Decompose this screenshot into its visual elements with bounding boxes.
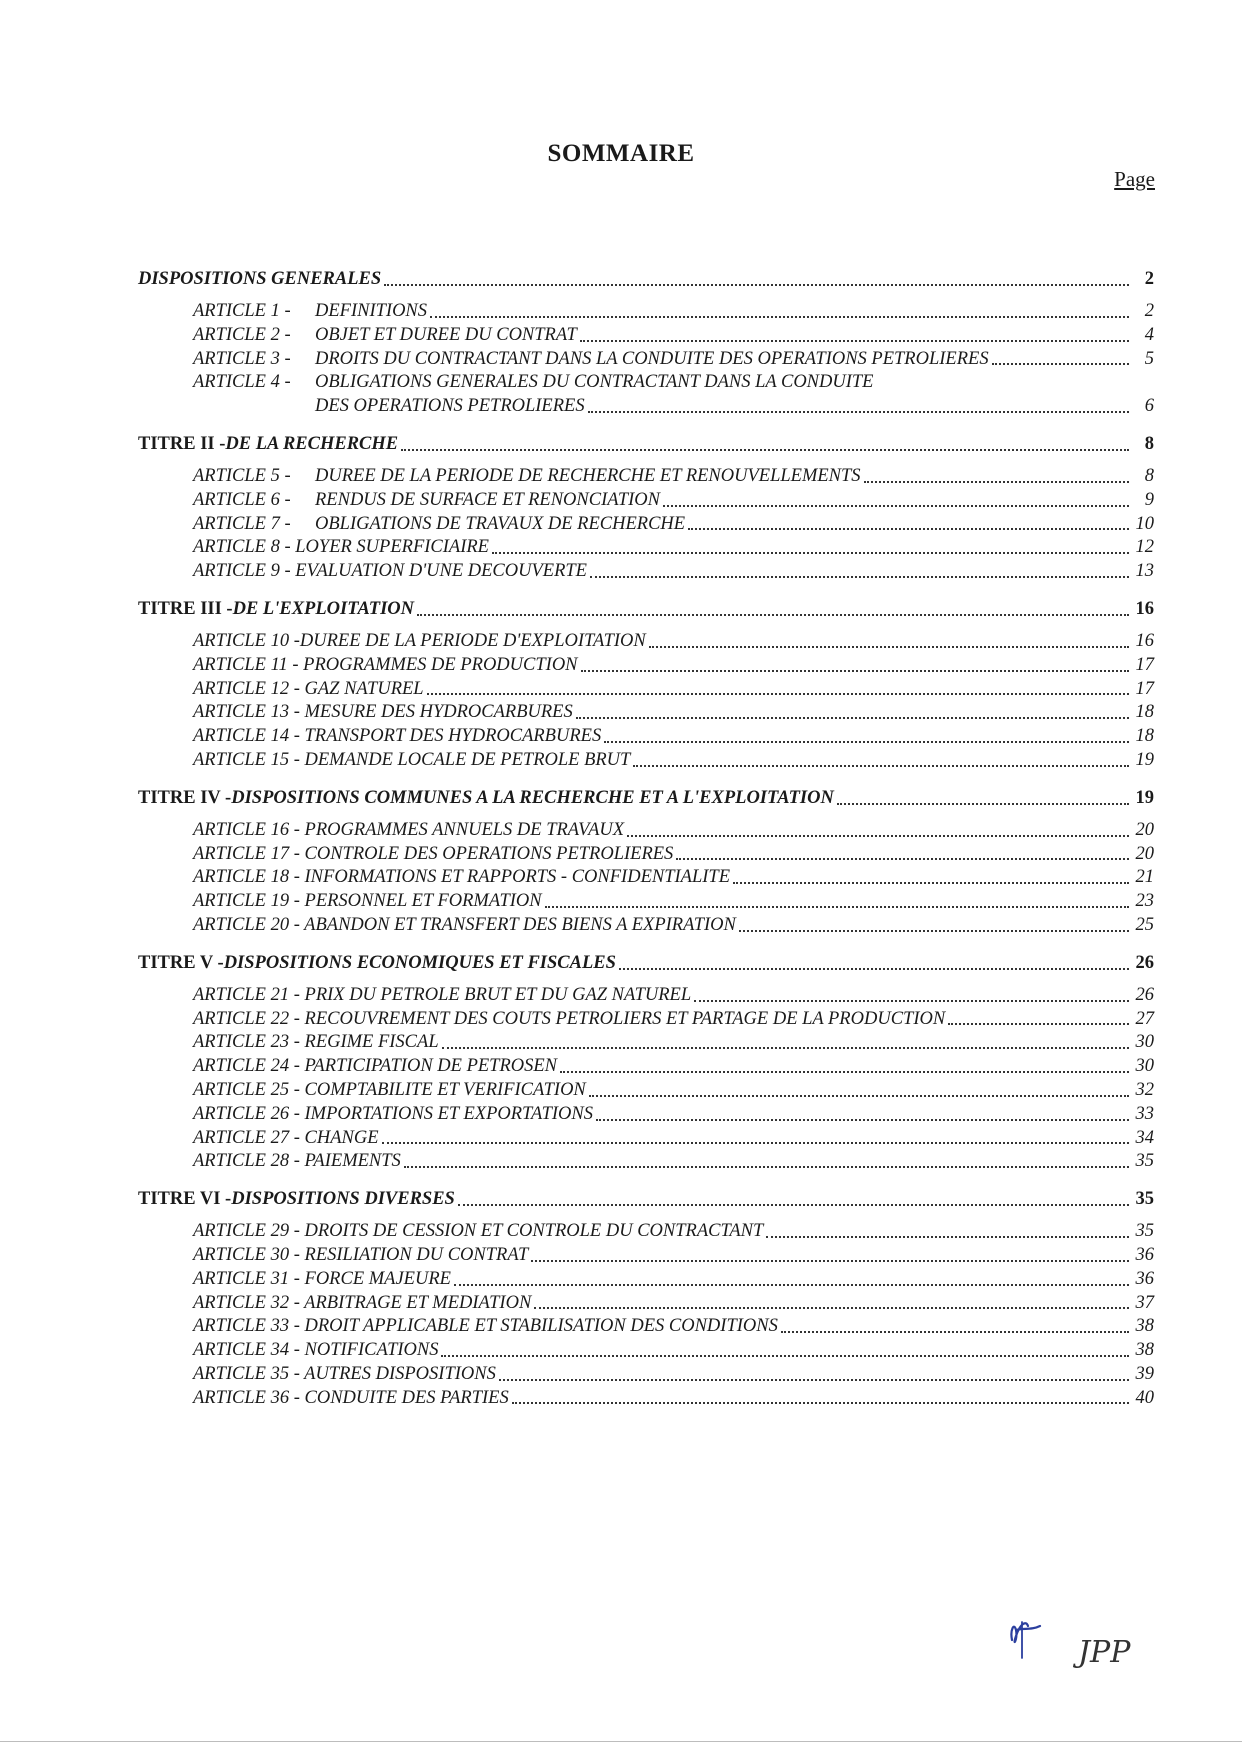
toc-article-entry[interactable]: [138, 678, 1154, 702]
page-number: 26: [1135, 952, 1154, 973]
page-number: 8: [1144, 433, 1154, 454]
page-number: 17: [1135, 678, 1154, 699]
dot-leader: [441, 1355, 1129, 1357]
dot-leader: [581, 670, 1129, 672]
dot-leader: [531, 1260, 1129, 1262]
section-prefix: TITRE III -: [138, 598, 233, 619]
page-number: 35: [1135, 1189, 1154, 1210]
article-title: ARTICLE 20 - ABANDON ET TRANSFERT DES BIENS A EXPIRATION: [193, 914, 736, 935]
dot-leader: [580, 340, 1129, 342]
article-title: ARTICLE 35 - AUTRES DISPOSITIONS: [193, 1363, 496, 1384]
dot-leader: [560, 1071, 1129, 1073]
toc-article-entry[interactable]: [138, 1127, 1154, 1151]
page-number: 30: [1135, 1032, 1154, 1053]
dot-leader: [382, 1142, 1129, 1144]
dot-leader: [596, 1119, 1129, 1121]
toc-article-entry[interactable]: [138, 701, 1154, 725]
toc-section-entry[interactable]: [138, 266, 1154, 292]
toc-section-entry[interactable]: [138, 785, 1154, 811]
article-number: ARTICLE 2 -: [193, 324, 291, 345]
toc-article-entry[interactable]: [138, 890, 1154, 914]
page-number: 36: [1135, 1268, 1154, 1289]
toc-article-entry[interactable]: [138, 749, 1154, 773]
page-number: 8: [1144, 465, 1154, 486]
article-number: ARTICLE 7 -: [193, 513, 291, 534]
page-number: 9: [1144, 489, 1154, 510]
dot-leader: [663, 505, 1129, 507]
article-title: ARTICLE 11 - PROGRAMMES DE PRODUCTION: [193, 654, 578, 675]
page-number: 25: [1135, 914, 1154, 935]
toc-article-entry[interactable]: [138, 324, 1154, 348]
page-number: 21: [1135, 867, 1154, 888]
article-title: ARTICLE 8 - LOYER SUPERFICIAIRE: [193, 537, 489, 558]
scan-edge-line: [0, 1741, 1242, 1742]
toc-article-entry[interactable]: [138, 1268, 1154, 1292]
toc-article-entry[interactable]: [138, 819, 1154, 843]
page-number: 36: [1135, 1244, 1154, 1265]
article-label: DEFINITIONS: [315, 301, 428, 321]
dot-leader: [619, 968, 1129, 970]
table-of-contents: [138, 266, 1154, 1410]
article-title: ARTICLE 29 - DROITS DE CESSION ET CONTROLE DU CONTRACTANT: [193, 1221, 764, 1242]
dot-leader: [417, 614, 1129, 616]
toc-article-entry[interactable]: [138, 1363, 1154, 1387]
handwritten-initials: [1000, 1600, 1160, 1680]
toc-article-entry[interactable]: [138, 300, 1154, 324]
page-number: 32: [1135, 1079, 1154, 1100]
section-label: DISPOSITIONS COMMUNES A LA RECHERCHE ET A L'EXPLOITATION: [231, 787, 834, 808]
dot-leader: [837, 803, 1129, 805]
dot-leader: [589, 1095, 1129, 1097]
dot-leader: [649, 646, 1129, 648]
dot-leader: [590, 576, 1129, 578]
dot-leader: [499, 1379, 1129, 1381]
article-title: ARTICLE 19 - PERSONNEL ET FORMATION: [193, 891, 542, 912]
toc-article-entry[interactable]: [138, 536, 1154, 560]
toc-article-entry[interactable]: [138, 489, 1154, 513]
page-number: 20: [1135, 843, 1154, 864]
page-number: 19: [1135, 749, 1154, 770]
article-title: ARTICLE 15 - DEMANDE LOCALE DE PETROLE BRUT: [193, 749, 631, 770]
dot-leader: [384, 284, 1129, 286]
dot-leader: [512, 1402, 1129, 1404]
page-number: 2: [1144, 269, 1154, 289]
toc-article-entry[interactable]: [138, 348, 1154, 372]
dot-leader: [739, 930, 1129, 932]
dot-leader: [733, 882, 1129, 884]
article-title: ARTICLE 33 - DROIT APPLICABLE ET STABILISATION DES CONDITIONS: [193, 1316, 778, 1337]
page-number: 40: [1135, 1387, 1154, 1408]
toc-article-entry[interactable]: [138, 1292, 1154, 1316]
section-label: DISPOSITIONS GENERALES: [138, 269, 382, 289]
page-number: 19: [1135, 787, 1154, 808]
article-title: ARTICLE 17 - CONTROLE DES OPERATIONS PETROLIERES: [193, 843, 674, 864]
dot-leader: [864, 481, 1129, 483]
article-title: ARTICLE 26 - IMPORTATIONS ET EXPORTATIONS: [193, 1103, 593, 1124]
page-number: 12: [1135, 537, 1154, 558]
article-title: ARTICLE 36 - CONDUITE DES PARTIES: [193, 1387, 509, 1408]
page-title: SOMMAIRE: [547, 140, 695, 167]
dot-leader: [401, 449, 1129, 451]
article-title: ARTICLE 27 - CHANGE: [193, 1127, 379, 1148]
dot-leader: [781, 1331, 1129, 1333]
article-title: ARTICLE 18 - INFORMATIONS ET RAPPORTS - CONFIDENTIALITE: [193, 867, 731, 888]
toc-article-entry[interactable]: [138, 843, 1154, 867]
section-label: DISPOSITIONS ECONOMIQUES ET FISCALES: [223, 952, 616, 973]
toc-article-entry[interactable]: [138, 560, 1154, 584]
toc-article-entry[interactable]: [138, 1079, 1154, 1103]
article-title: ARTICLE 24 - PARTICIPATION DE PETROSEN: [193, 1056, 558, 1077]
page-number: 34: [1135, 1127, 1154, 1148]
article-number: ARTICLE 6 -: [193, 489, 291, 510]
section-prefix: TITRE IV -: [138, 787, 232, 808]
page-number: 38: [1135, 1340, 1154, 1361]
toc-article-entry[interactable]: [138, 1315, 1154, 1339]
page-number: 35: [1135, 1151, 1154, 1172]
article-title: ARTICLE 25 - COMPTABILITE ET VERIFICATION: [193, 1079, 586, 1100]
article-title: ARTICLE 34 - NOTIFICATIONS: [193, 1340, 439, 1361]
toc-article-entry[interactable]: [138, 984, 1154, 1008]
dot-leader: [633, 765, 1129, 767]
page-number: 18: [1135, 726, 1154, 747]
toc-section-entry[interactable]: [138, 1186, 1154, 1212]
article-title: ARTICLE 10 -DUREE DE LA PERIODE D'EXPLOITATION: [193, 630, 646, 651]
article-title: ARTICLE 21 - PRIX DU PETROLE BRUT ET DU GAZ NATUREL: [193, 984, 692, 1005]
article-label: DUREE DE LA PERIODE DE RECHERCHE ET RENOUVELLEMENTS: [315, 465, 861, 486]
toc-article-entry[interactable]: [138, 725, 1154, 749]
article-number: ARTICLE 1 -: [193, 301, 291, 321]
dot-leader: [545, 906, 1129, 908]
section-prefix: TITRE V -: [138, 952, 224, 973]
dot-leader: [454, 1284, 1129, 1286]
dot-leader: [588, 411, 1129, 413]
toc-section-entry[interactable]: [138, 950, 1154, 976]
toc-article-entry[interactable]: [138, 1103, 1154, 1127]
toc-section-entry[interactable]: [138, 596, 1154, 622]
dot-leader: [688, 528, 1129, 530]
article-number: ARTICLE 5 -: [193, 465, 291, 486]
page-number: 35: [1135, 1221, 1154, 1242]
toc-article-entry[interactable]: [138, 465, 1154, 489]
toc-article-entry[interactable]: [138, 1055, 1154, 1079]
dot-leader: [604, 741, 1129, 743]
dot-leader: [430, 316, 1129, 318]
toc-article-entry[interactable]: [138, 1220, 1154, 1244]
toc-article-continuation[interactable]: [138, 395, 1154, 419]
article-title: ARTICLE 31 - FORCE MAJEURE: [193, 1268, 451, 1289]
dot-leader: [576, 717, 1129, 719]
article-label: OBJET ET DUREE DU CONTRAT: [315, 324, 577, 345]
handwritten-signature-text: JPP: [1078, 1635, 1131, 1670]
article-title: ARTICLE 22 - RECOUVREMENT DES COUTS PETROLIERS ET PARTAGE DE LA PRODUCTION: [193, 1008, 946, 1029]
article-title: ARTICLE 12 - GAZ NATUREL: [193, 678, 424, 699]
dot-leader: [694, 1000, 1129, 1002]
page-number: 16: [1135, 630, 1154, 651]
article-label: OBLIGATIONS DE TRAVAUX DE RECHERCHE: [315, 513, 686, 534]
section-prefix: TITRE II -: [138, 433, 226, 454]
dot-leader: [427, 693, 1129, 695]
page-number: 27: [1135, 1008, 1154, 1029]
dot-leader: [534, 1307, 1129, 1309]
toc-article-entry[interactable]: [138, 630, 1154, 654]
page-number: 39: [1135, 1363, 1154, 1384]
page-number: 38: [1135, 1316, 1154, 1337]
dot-leader: [404, 1166, 1129, 1168]
article-number: ARTICLE 3 -: [193, 348, 291, 369]
page-number: 17: [1135, 654, 1154, 675]
article-label: OBLIGATIONS GENERALES DU CONTRACTANT DANS LA CONDUITE: [315, 372, 874, 393]
article-title: ARTICLE 13 - MESURE DES HYDROCARBURES: [193, 702, 573, 723]
dot-leader: [948, 1023, 1129, 1025]
page-number: 26: [1135, 984, 1154, 1005]
toc-article-entry[interactable]: [138, 371, 1154, 395]
article-title: ARTICLE 32 - ARBITRAGE ET MEDIATION: [193, 1292, 532, 1313]
toc-article-entry[interactable]: [138, 1244, 1154, 1268]
dot-leader: [492, 552, 1129, 554]
article-title: ARTICLE 23 - REGIME FISCAL: [193, 1032, 439, 1053]
toc-article-entry[interactable]: [138, 1150, 1154, 1174]
page-number: 4: [1144, 324, 1154, 345]
section-label: DISPOSITIONS DIVERSES: [231, 1189, 455, 1210]
dot-leader: [458, 1204, 1129, 1206]
page-number: 13: [1135, 561, 1154, 582]
page-number: 20: [1135, 819, 1154, 840]
section-prefix: TITRE VI -: [138, 1189, 232, 1210]
article-title: ARTICLE 9 - EVALUATION D'UNE DECOUVERTE: [193, 561, 587, 582]
toc-article-entry[interactable]: [138, 1339, 1154, 1363]
page-number: 37: [1135, 1292, 1154, 1313]
page-number: 10: [1135, 513, 1154, 534]
article-title: ARTICLE 16 - PROGRAMMES ANNUELS DE TRAVAUX: [193, 819, 625, 840]
section-label: DE L'EXPLOITATION: [232, 598, 415, 619]
article-title: ARTICLE 28 - PAIEMENTS: [193, 1151, 401, 1172]
page-number: 16: [1135, 598, 1154, 619]
toc-article-entry[interactable]: [138, 1031, 1154, 1055]
dot-leader: [676, 858, 1129, 860]
dot-leader: [442, 1047, 1129, 1049]
page-column-label: Page: [1114, 167, 1155, 191]
toc-section-entry[interactable]: [138, 431, 1154, 457]
toc-article-entry[interactable]: [138, 914, 1154, 938]
toc-article-entry[interactable]: [138, 866, 1154, 890]
page-number: 33: [1135, 1103, 1154, 1124]
dot-leader: [766, 1236, 1129, 1238]
article-label: DROITS DU CONTRACTANT DANS LA CONDUITE DES OPERATIONS PETROLIERES: [315, 348, 989, 369]
dot-leader: [992, 363, 1129, 365]
toc-article-entry[interactable]: [138, 513, 1154, 537]
page-number: 6: [1144, 396, 1154, 417]
article-label: RENDUS DE SURFACE ET RENONCIATION: [315, 489, 660, 510]
toc-article-entry[interactable]: [138, 654, 1154, 678]
page-number: 18: [1135, 702, 1154, 723]
toc-article-entry[interactable]: [138, 1387, 1154, 1411]
article-label-continuation: DES OPERATIONS PETROLIERES: [315, 396, 585, 417]
article-title: ARTICLE 30 - RESILIATION DU CONTRAT: [193, 1244, 529, 1265]
page-number: 5: [1144, 348, 1154, 369]
article-number: ARTICLE 4 -: [193, 372, 291, 393]
page-number: 23: [1135, 891, 1154, 912]
page-number: 2: [1144, 301, 1154, 321]
toc-article-entry[interactable]: [138, 1008, 1154, 1032]
section-label: DE LA RECHERCHE: [225, 433, 399, 454]
article-title: ARTICLE 14 - TRANSPORT DES HYDROCARBURES: [193, 726, 602, 747]
page-number: 30: [1135, 1056, 1154, 1077]
dot-leader: [627, 835, 1129, 837]
